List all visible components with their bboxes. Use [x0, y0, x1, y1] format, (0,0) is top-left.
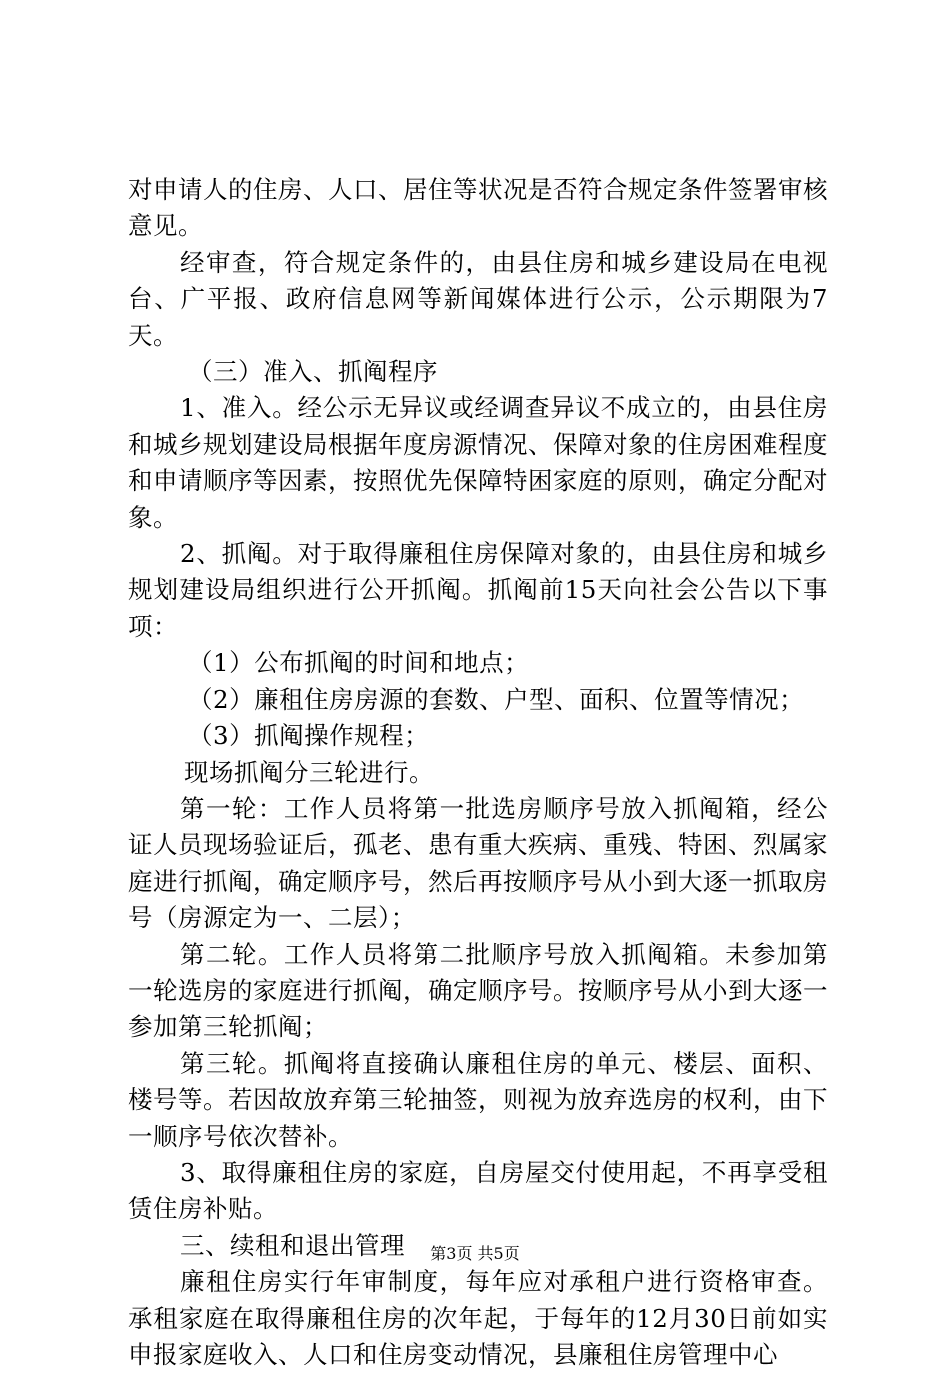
paragraph-three-rounds: 现场抓阄分三轮进行。: [184, 757, 434, 787]
list-item-lottery-rules: （3）抓阄操作规程；: [188, 721, 430, 751]
section-heading-admission-lottery: （三）准入、抓阄程序: [188, 357, 438, 387]
paragraph-round-one: 第一轮：工作人员将第一批选房顺序号放入抓阄箱，经公证人员现场验证后，孤老、患有重大疾病、重残、特困、烈属家庭进行抓阄，确定顺序号，然后再按顺序号从小到大逐一抓取房号（房源定为一、二层）；: [128, 793, 828, 933]
paragraph-publicity: 经审查，符合规定条件的，由县住房和城乡建设局在电视台、广平报、政府信息网等新闻媒体进行公示，公示期限为7天。: [128, 247, 828, 350]
paragraph-round-two: 第二轮。工作人员将第二批顺序号放入抓阄箱。未参加第一轮选房的家庭进行抓阄，确定顺序号。按顺序号从小到大逐一参加第三轮抓阄；: [128, 939, 828, 1042]
paragraph-subsidy: 3、取得廉租住房的家庭，自房屋交付使用起，不再享受租赁住房补贴。: [128, 1157, 828, 1224]
paragraph-lottery: 2、抓阄。对于取得廉租住房保障对象的，由县住房和城乡规划建设局组织进行公开抓阄。抓阄前15天向社会公告以下事项：: [128, 539, 828, 641]
list-item-lottery-time-place: （1）公布抓阄的时间和地点；: [188, 648, 530, 678]
paragraph-review-opinion: 对申请人的住房、人口、居住等状况是否符合规定条件签署审核意见。: [128, 175, 828, 241]
paragraph-round-three: 第三轮。抓阄将直接确认廉租住房的单元、楼层、面积、楼号等。若因故放弃第三轮抽签，则视为放弃选房的权利，由下一顺序号依次替补。: [128, 1048, 828, 1151]
list-item-housing-info: （2）廉租住房房源的套数、户型、面积、位置等情况；: [188, 684, 805, 714]
paragraph-annual-review: 廉租住房实行年审制度，每年应对承租户进行资格审查。承租家庭在取得廉租住房的次年起，于每年的12月30日前如实申报家庭收入、人口和住房变动情况，县廉租住房管理中心: [128, 1267, 828, 1369]
paragraph-admission: 1、准入。经公示无异议或经调查异议不成立的，由县住房和城乡规划建设局根据年度房源情况、保障对象的住房困难程度和申请顺序等因素，按照优先保障特困家庭的原则，确定分配对象。: [128, 393, 828, 532]
document-body: [128, 172, 828, 1373]
section-heading-renewal-exit: 三、续租和退出管理: [180, 1230, 405, 1260]
page-footer: 第3页 共5页: [430, 1244, 520, 1263]
